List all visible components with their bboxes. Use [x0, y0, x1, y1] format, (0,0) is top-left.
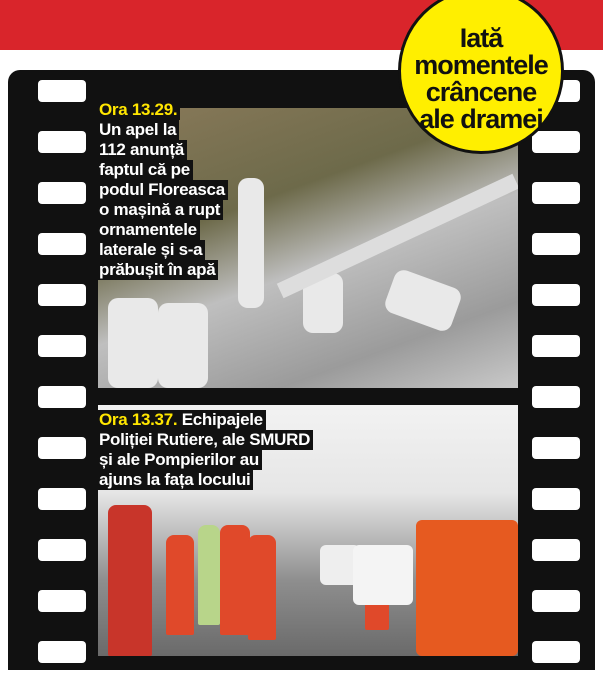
- caption-1-line: laterale și s-a: [96, 240, 205, 260]
- badge-line: crâncene: [425, 77, 537, 107]
- film-sprockets-left: [38, 80, 86, 692]
- caption-1-line: 112 anunță: [96, 140, 187, 160]
- caption-1: [96, 100, 228, 280]
- caption-1-line: prăbușit în apă: [96, 260, 218, 280]
- badge-line: Iată: [459, 23, 503, 53]
- headline-badge: [398, 0, 564, 154]
- caption-1-line: podul Floreasca: [96, 180, 228, 200]
- caption-2-line: și ale Pompierilor au: [96, 450, 262, 470]
- caption-1-line: o mașină a rupt: [96, 200, 223, 220]
- caption-2-line: ajuns la fața locului: [96, 470, 253, 490]
- caption-2-line: Echipajele: [181, 410, 263, 429]
- caption-1-line: ornamentele: [96, 220, 200, 240]
- caption-1-line: Un apel la: [96, 120, 179, 140]
- caption-1-time: Ora 13.29.: [99, 100, 178, 119]
- badge-line: ale dramei: [419, 104, 543, 134]
- caption-2-line: Poliției Rutiere, ale SMURD: [96, 430, 313, 450]
- caption-2-time: Ora 13.37.: [99, 410, 178, 429]
- film-sprockets-right: [532, 80, 580, 692]
- caption-2: [96, 410, 313, 490]
- caption-1-line: faptul că pe: [96, 160, 193, 180]
- badge-line: momentele: [414, 50, 548, 80]
